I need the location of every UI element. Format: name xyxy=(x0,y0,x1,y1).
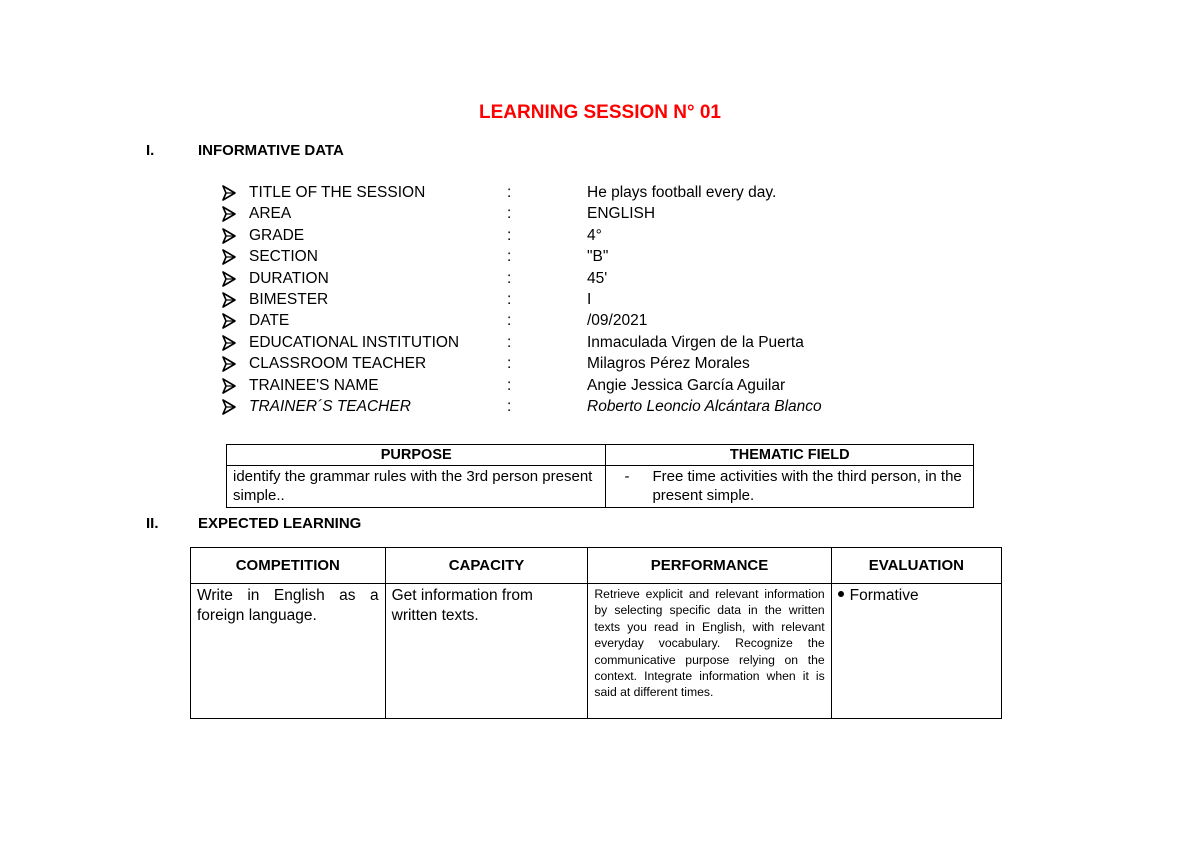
page-title: LEARNING SESSION N° 01 xyxy=(479,102,721,123)
info-colon: : xyxy=(507,397,512,415)
info-value: /09/2021 xyxy=(587,312,648,330)
info-key: BIMESTER xyxy=(249,290,329,308)
arrow-bullet-icon xyxy=(222,292,236,308)
info-key: DURATION xyxy=(249,269,329,287)
info-value: 4° xyxy=(587,226,602,244)
info-value: Roberto Leoncio Alcántara Blanco xyxy=(587,397,822,415)
info-value: ENGLISH xyxy=(587,205,656,223)
section-number: I. xyxy=(146,142,155,159)
arrow-bullet-icon xyxy=(222,335,236,351)
expected-learning-table xyxy=(190,547,1002,719)
info-value: Angie Jessica García Aguilar xyxy=(587,376,786,394)
dash-bullet: - xyxy=(624,468,630,485)
evaluation-item xyxy=(838,586,995,606)
info-key: GRADE xyxy=(249,226,305,244)
info-key: EDUCATIONAL INSTITUTION xyxy=(249,333,460,351)
arrow-bullet-icon xyxy=(222,378,236,394)
info-colon: : xyxy=(507,184,512,201)
purpose-header: PURPOSE xyxy=(227,445,606,466)
info-value: 45' xyxy=(587,269,608,287)
competition-header: COMPETITION xyxy=(191,548,386,584)
purpose-table xyxy=(226,444,974,508)
info-value: I xyxy=(587,290,592,308)
arrow-bullet-icon xyxy=(222,356,236,372)
capacity-text: Get information from written texts. xyxy=(391,587,533,624)
info-colon: : xyxy=(507,290,512,308)
arrow-bullet-icon xyxy=(222,271,236,287)
evaluation-text: Formative xyxy=(849,587,919,604)
info-key: TRAINER´S TEACHER xyxy=(249,397,411,415)
competition-text: Write in English as a foreign language. xyxy=(197,587,379,624)
arrow-bullet-icon xyxy=(222,399,236,415)
capacity-cell xyxy=(385,584,588,719)
capacity-header: CAPACITY xyxy=(385,548,588,584)
arrow-bullet-icon xyxy=(222,228,236,244)
info-value: "B" xyxy=(587,248,609,266)
competition-cell xyxy=(191,584,386,719)
info-key: TITLE OF THE SESSION xyxy=(249,184,426,201)
info-colon: : xyxy=(507,312,512,330)
info-colon: : xyxy=(507,248,512,266)
thematic-text: Free time activities with the third person, in the present simple. xyxy=(652,468,962,504)
info-colon: : xyxy=(507,355,512,373)
info-value: Inmaculada Virgen de la Puerta xyxy=(587,333,804,351)
info-colon: : xyxy=(507,269,512,287)
purpose-cell: identify the grammar rules with the 3rd person present simple.. xyxy=(227,466,606,508)
arrow-bullet-icon xyxy=(222,249,236,265)
section-number: II. xyxy=(146,515,159,532)
bullet-dot-icon xyxy=(838,591,844,597)
info-key: DATE xyxy=(249,312,290,330)
thematic-item xyxy=(612,467,967,505)
arrow-bullet-icon xyxy=(222,313,236,329)
info-key: SECTION xyxy=(249,248,318,266)
section-label: INFORMATIVE DATA xyxy=(198,142,344,159)
evaluation-header: EVALUATION xyxy=(831,548,1001,584)
performance-header: PERFORMANCE xyxy=(588,548,831,584)
info-colon: : xyxy=(507,226,512,244)
section-label: EXPECTED LEARNING xyxy=(198,515,362,532)
info-key: CLASSROOM TEACHER xyxy=(249,355,427,373)
thematic-field-cell xyxy=(606,466,974,508)
arrow-bullet-icon xyxy=(222,206,236,222)
info-colon: : xyxy=(507,376,512,394)
info-key: AREA xyxy=(249,205,292,223)
info-colon: : xyxy=(507,205,512,223)
info-key: TRAINEE'S NAME xyxy=(249,376,379,394)
evaluation-cell xyxy=(831,584,1001,719)
info-colon: : xyxy=(507,333,512,351)
thematic-field-header: THEMATIC FIELD xyxy=(606,445,974,466)
info-value: He plays football every day. xyxy=(587,184,777,201)
performance-cell: Retrieve explicit and relevant information by selecting specific data in the written texts you read in English, with relevant everyday vocabulary. Recognize the communicative purpose relying on the context. Integrate information when it is said at different times. xyxy=(588,584,831,719)
info-value: Milagros Pérez Morales xyxy=(587,355,750,373)
arrow-bullet-icon xyxy=(222,185,236,201)
